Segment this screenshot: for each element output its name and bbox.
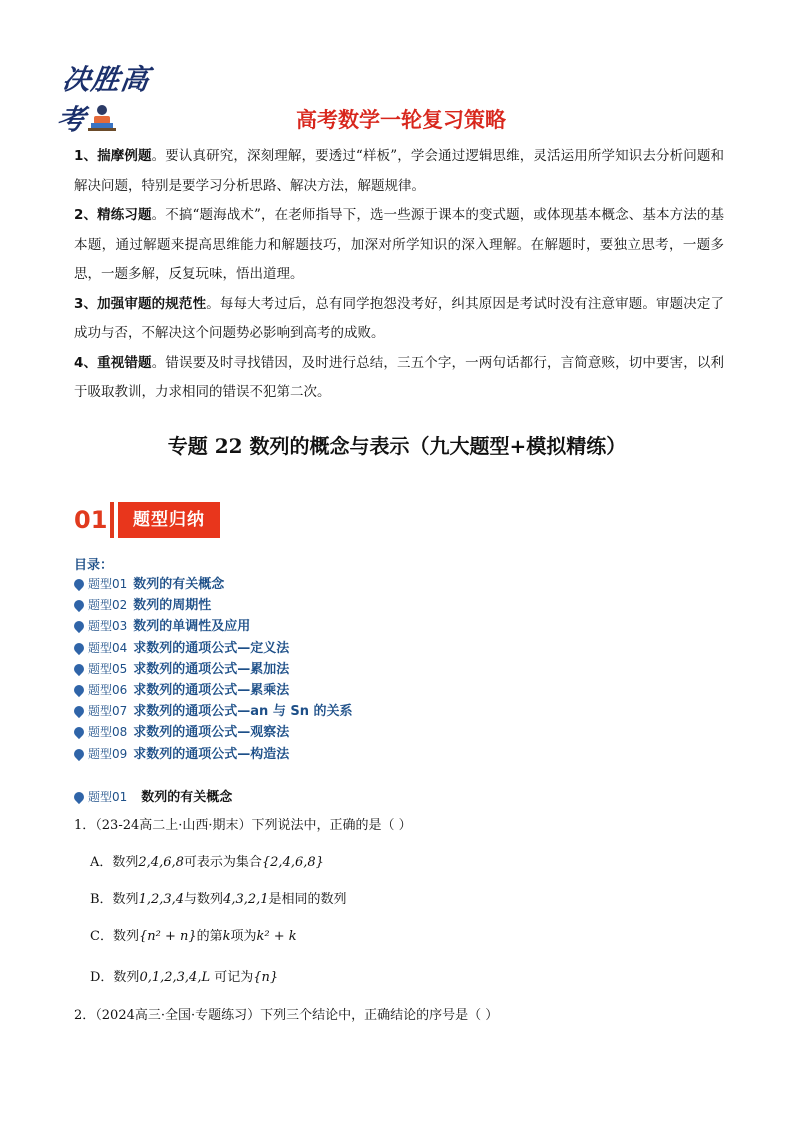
option-a: A．数列2,4,6,8可表示为集合{2,4,6,8} [90, 855, 324, 870]
bullet-pin-icon [72, 704, 86, 718]
toc-item[interactable]: 题型01 数列的有关概念 [74, 572, 353, 593]
option-d: D．数列0,1,2,3,4,L 可记为{n} [90, 970, 279, 985]
bullet-pin-icon [72, 619, 86, 633]
toc-item[interactable]: 题型08 求数列的通项公式—观察法 [74, 720, 353, 741]
bullet-pin-icon [72, 683, 86, 697]
bullet-pin-icon [72, 640, 86, 654]
toc-item[interactable]: 题型04 求数列的通项公式—定义法 [74, 636, 353, 657]
topic-title: 专题 22 数列的概念与表示（九大题型+模拟精练） [167, 434, 627, 458]
strategy-item: 1、揣摩例题。要认真研究，深刻理解，要透过“样板”，学会通过逻辑思维，灵活运用所学知识去分析问题和解决问题，特别是要学习分析思路、解决方法，解题规律。 [74, 148, 724, 194]
toc-item[interactable]: 题型07 求数列的通项公式—an 与 Sn 的关系 [74, 699, 353, 720]
logo-text: 决胜高考 [54, 63, 152, 136]
bullet-pin-icon [72, 746, 86, 760]
toc-item[interactable]: 题型06 求数列的通项公式—累乘法 [74, 678, 353, 699]
bullet-pin-icon [72, 790, 86, 804]
toc-item[interactable]: 题型03 数列的单调性及应用 [74, 614, 353, 635]
toc-heading: 目录： [74, 558, 114, 573]
question-1-stem: 1．（23-24高二上·山西·期末）下列说法中，正确的是（ ） [74, 818, 412, 833]
strategy-item: 4、重视错题。错误要及时寻找错因，及时进行总结，三五个字，一两句话都行，言简意赅，切中要害，以利于吸取教训，力求相同的错误不犯第二次。 [74, 354, 725, 400]
strategy-item: 3、加强审题的规范性。每每大考过后，总有同学抱怨没考好，纠其原因是考试时没有注意审题。审题决定了成功与否，不解决这个问题势必影响到高考的成败。 [74, 295, 724, 341]
option-b: B．数列1,2,3,4与数列4,3,2,1是相同的数列 [90, 892, 347, 907]
strategy-list [74, 142, 724, 408]
section-number: 01 [74, 506, 108, 534]
bullet-pin-icon [72, 598, 86, 612]
page-title: 高考数学一轮复习策略 [296, 108, 506, 132]
toc-item[interactable]: 题型05 求数列的通项公式—累加法 [74, 657, 353, 678]
option-c: C．数列{n² + n}的第k项为k² + k [90, 929, 297, 944]
question-2-stem: 2．（2024高三·全国·专题练习）下列三个结论中，正确结论的序号是（ ） [74, 1008, 499, 1023]
toc-list [74, 572, 353, 763]
bullet-pin-icon [72, 577, 86, 591]
section-heading: 题型01 数列的有关概念 [74, 786, 232, 805]
badge-divider [110, 502, 114, 538]
strategy-item: 2、精练习题。不搞“题海战术”，在老师指导下，选一些源于课本的变式题，或体现基本概念、基本方法的基本题，通过解题来提高思维能力和解题技巧，加深对所学知识的深入理解。在解题时，要独立思考，一题多思，一题多解，反复玩味，悟出道理。 [74, 207, 724, 282]
section-label: 题型归纳 [118, 502, 220, 538]
toc-item[interactable]: 题型09 求数列的通项公式—构造法 [74, 742, 353, 763]
bullet-pin-icon [72, 725, 86, 739]
toc-item[interactable]: 题型02 数列的周期性 [74, 593, 353, 614]
bullet-pin-icon [72, 662, 86, 676]
